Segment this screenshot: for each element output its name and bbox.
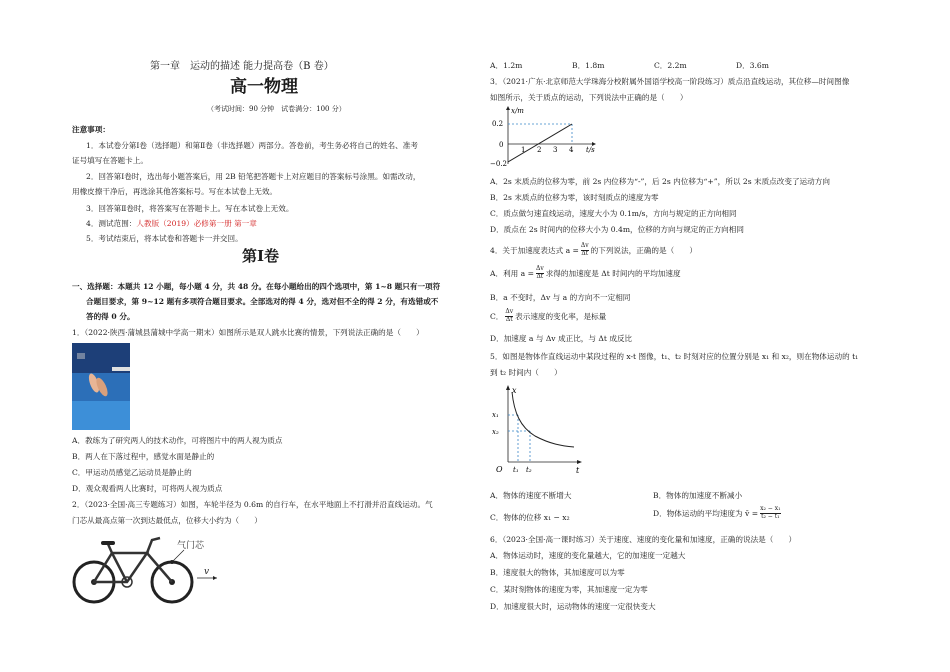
q5-d-fraction: [760, 506, 780, 520]
q4-a-pre: A．利用 a =: [490, 268, 534, 278]
q5-xt-graph: [490, 382, 590, 474]
q4-frac-den: Δt: [581, 249, 589, 257]
bicycle-illustration: [72, 528, 232, 608]
exam-info: （考试时间：90 分钟 试卷满分：100 分）: [207, 105, 346, 113]
q1-option-d: D．观众观看两人比赛时，可将两人视为质点: [72, 484, 223, 493]
q6-option-a: A．物体运动时，速度的变化量越大，它的加速度一定越大: [490, 551, 686, 560]
q5-option-c: C．物体的位移 x₁ − x₂: [490, 513, 570, 522]
q5-origin: O: [496, 465, 503, 474]
q2-option-a: A．1.2m: [490, 61, 523, 70]
q3-stem-b: 如图所示，关于质点的运动，下列说法中正确的是（ ）: [490, 93, 688, 102]
q4-option-d: D．加速度 a 与 Δv 成正比，与 Δt 成反比: [490, 334, 633, 343]
q2-stem-b: 门芯从最高点第一次到达最低点，位移大小约为（ ）: [72, 516, 262, 525]
q4-frac-num: Δv: [580, 242, 589, 249]
q2-options: [490, 60, 890, 71]
q1-option-a: A．教练为了研究两人的技术动作，可将图片中的两人视为质点: [72, 436, 283, 445]
q5-x-arrow: [506, 385, 510, 390]
q4-c-frac-num: Δv: [505, 308, 514, 315]
q2-option-b: B．1.8m: [572, 61, 605, 70]
q4-c-fraction: [505, 309, 513, 323]
note-3: 3．回答第Ⅱ卷时，将答案写在答题卡上。写在本试卷上无效。: [86, 204, 294, 213]
velocity-arrowhead: [213, 576, 217, 580]
q3-ytick-1: 0: [499, 141, 504, 149]
photo-water: [72, 401, 130, 430]
handlebar: [147, 538, 160, 553]
q4-c-pre: C．: [490, 311, 504, 321]
note-2b: 用橡皮擦干净后，再选涂其他答案标号。写在本试卷上无效。: [72, 187, 278, 196]
note-4-prefix: 4．测试范围：: [86, 219, 137, 228]
q4-a-frac-num: Δv: [535, 265, 544, 272]
note-1a: 1．本试卷分第Ⅰ卷（选择题）和第Ⅱ卷（非选择题）两部分。答卷前，考生务必将自己的姓名、准考: [86, 141, 418, 150]
fork: [147, 553, 172, 582]
q4-stem: [490, 243, 697, 257]
velocity-label: v: [204, 567, 210, 577]
q4-a-post: 求得的加速度是 Δt 时间内的平均加速度: [545, 268, 681, 278]
q5-d-frac-den: t₂ − t₁: [761, 512, 780, 520]
section-title: 第Ⅰ卷: [242, 247, 280, 265]
q2-option-c: C．2.2m: [654, 61, 687, 70]
q5-x2-label: x₂: [492, 428, 499, 436]
q3-stem-a: 3．（2021·广东·北京师范大学珠海分校附属外国语学校高一阶段练习）质点沿直线运动，其位移—时间图像: [490, 77, 850, 86]
diving-platform: [112, 367, 130, 371]
q4-c-frac-den: Δt: [505, 315, 513, 323]
q4-fraction: [581, 243, 589, 257]
note-1b: 证号填写在答题卡上。: [72, 156, 148, 165]
q5-t2-label: t₂: [526, 466, 532, 474]
note-2a: 2．回答第Ⅰ卷时，选出每小题答案后，用 2B 铅笔把答题卡上对应题目的答案标号涂黑。如需改动，: [86, 172, 421, 181]
diving-photo: [72, 343, 130, 430]
q5-option-d: [653, 506, 783, 520]
seat-post: [108, 544, 112, 553]
q4-a-frac-den: Δt: [536, 272, 544, 280]
q5-option-a: A．物体的速度不断增大: [490, 491, 572, 500]
q3-option-d: D．质点在 2s 时间内的位移大小为 0.4m，位移的方向与规定的正方向相同: [490, 225, 744, 234]
note-5: 5．考试结束后，将本试卷和答题卡一并交回。: [86, 234, 243, 243]
q4-option-a: [490, 266, 681, 280]
q4-stem-post: 的下列说法，正确的是（ ）: [590, 245, 697, 255]
subject-title: 高一物理: [230, 77, 298, 97]
note-4: [86, 218, 257, 229]
q3-option-a: A．2s 末质点的位移为零，前 2s 内位移为“-”，后 2s 内位移为“+”，所以 2s 末质点改变了运动方向: [490, 177, 830, 186]
q6-option-c: C．某时刻物体的速度为零，其加速度一定为零: [490, 585, 648, 594]
q3-position-line: [508, 124, 572, 162]
q3-y-arrow: [506, 106, 510, 110]
q3-ytick-0: 0.2: [492, 120, 504, 128]
q5-t-label: t: [576, 466, 580, 474]
instructions-3: 答的得 0 分。: [86, 312, 135, 321]
q5-stem-a: 5．如图是物体作直线运动中某段过程的 x-t 图像，t₁、t₂ 时刻对应的位置分别是 x₁ 和 x₂，则在物体运动的 t₁: [490, 352, 859, 361]
note-4-range: 人教版（2019）必修第一册 第一章: [136, 219, 257, 228]
q5-t1-label: t₁: [513, 466, 519, 474]
q6-option-b: B．速度很大的物体，其加速度可以为零: [490, 568, 625, 577]
q3-xtick-3: 4: [569, 146, 574, 154]
bike-seat: [101, 541, 115, 545]
q3-xtick-1: 2: [537, 146, 542, 154]
chapter-title: 第一章 运动的描述 能力提高卷（B 卷）: [150, 61, 334, 72]
q3-option-c: C．质点做匀速直线运动，速度大小为 0.1m/s，方向与规定的正方向相同: [490, 209, 737, 218]
q3-xtick-0: 1: [521, 146, 526, 154]
notes-title: 注意事项：: [72, 125, 110, 134]
q4-c-post: 表示速度的变化率，是标量: [515, 311, 607, 321]
q5-t-arrow: [577, 460, 582, 464]
q6-option-d: D．加速度很大时，运动物体的速度一定很快变大: [490, 602, 656, 611]
q5-d-pre: D．物体运动的平均速度为 v̄ =: [653, 508, 759, 518]
q5-curve: [512, 392, 574, 447]
q1-option-b: B．两人在下落过程中，感觉水面是静止的: [72, 452, 215, 461]
q3-x-label: t/s: [586, 146, 595, 154]
q4-stem-pre: 4．关于加速度表达式 a =: [490, 245, 579, 255]
q4-a-fraction: [536, 266, 544, 280]
instructions-2: 合题目要求，第 9~12 题有多项符合题目要求。全部选对的得 4 分，选对但不全的得 2 分，有选错或不: [86, 297, 439, 306]
q5-d-frac-num: x₂ − x₁: [760, 505, 781, 512]
valve-label: 气门芯: [177, 541, 205, 551]
q1-stem: 1．（2022·陕西·蒲城县蒲城中学高一期末）如图所示是双人跳水比赛的情景，下列说法正确的是（ ）: [72, 328, 424, 337]
q3-xtick-2: 3: [553, 146, 558, 154]
valve-pointer: [173, 550, 184, 561]
q3-xt-graph: [490, 104, 610, 170]
q3-y-label: x/m: [511, 107, 524, 115]
q4-option-c: [490, 309, 606, 323]
instructions-1: 一、选择题：本题共 12 小题，每小题 4 分，共 48 分。在每小题给出的四个选项中，第 1~8 题只有一项符: [72, 282, 441, 291]
q3-ytick-2: −0.2: [490, 160, 507, 168]
q5-x-label: x: [512, 386, 517, 395]
q6-stem: 6．（2023·全国·高一课时练习）关于速度、速度的变化量和加速度，正确的说法是（ ）: [490, 535, 797, 544]
q5-x1-label: x₁: [492, 411, 499, 419]
q4-option-b: B．a 不变时，Δv 与 a 的方向不一定相同: [490, 293, 631, 302]
q5-option-b: B．物体的加速度不断减小: [653, 491, 743, 500]
photo-banner: [77, 353, 85, 359]
q5-stem-b: 到 t₂ 时间内（ ）: [490, 368, 562, 377]
q2-stem-a: 2．（2023·全国·高三专题练习）如图，车轮半径为 0.6m 的自行车，在水平地面上不打滑并沿直线运动。气: [72, 500, 433, 509]
q3-option-b: B．2s 末质点的位移为零，该时刻质点的速度为零: [490, 193, 659, 202]
q2-option-d: D．3.6m: [736, 61, 769, 70]
q1-option-c: C．甲运动员感觉乙运动员是静止的: [72, 468, 192, 477]
